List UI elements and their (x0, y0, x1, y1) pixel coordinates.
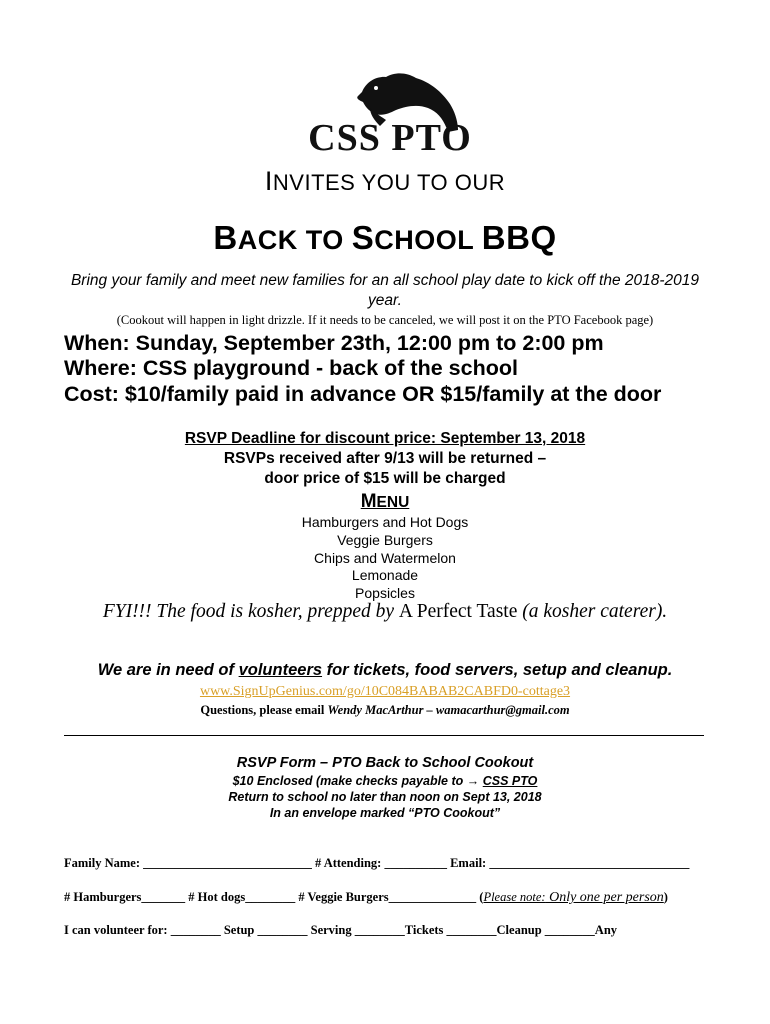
cookout-note: (Cookout will happen in light drizzle. If it needs to be canceled, we will post it on the PTO Facebook page) (116, 313, 654, 327)
food-end: ) (663, 890, 668, 904)
menu-item: Lemonade (351, 567, 419, 584)
menu-heading (0, 491, 770, 513)
section-divider (64, 735, 704, 736)
fyi-part1: FYI!!! The food is kosher, prepped by (102, 601, 399, 622)
title-word-to: TO (305, 225, 344, 255)
form-line-food (64, 890, 668, 906)
menu-initial: M (360, 491, 377, 512)
menu-heading-rest: ENU (376, 494, 410, 511)
form-envelope: In an envelope marked “PTO Cookout” (269, 806, 501, 820)
title-initial-s: S (351, 219, 375, 256)
please-note: Please note: (483, 890, 546, 904)
form-enclosed (0, 774, 770, 788)
form-title: RSVP Form – PTO Back to School Cookout (236, 755, 534, 771)
questions-line (0, 703, 770, 718)
intro-text: Bring your family and meet new families for an all school play date to kick off the 2018-2019 year. (70, 272, 700, 309)
fyi-part2: (a kosher caterer). (517, 601, 668, 622)
caterer-name: A Perfect Taste (398, 601, 518, 622)
volunteer-word: volunteers (238, 661, 323, 679)
logo-text: CSS PTO (308, 117, 472, 159)
pto-logo (300, 68, 480, 163)
menu-item: Popsicles (355, 585, 415, 602)
event-cost: Cost: $10/family paid in advance OR $15/family at the door (64, 382, 662, 406)
menu-item: Hamburgers and Hot Dogs (301, 514, 469, 530)
menu-item: Veggie Burgers (337, 531, 433, 548)
title-word-school: CHOOL (374, 225, 474, 255)
payee-name: CSS PTO (482, 774, 538, 788)
questions-label: Questions, please email (200, 703, 328, 717)
event-where: Where: CSS playground - back of the school (64, 356, 518, 380)
title-initial-b: B (213, 219, 238, 256)
contact-email: Wendy MacArthur – wamacarthur@gmail.com (327, 703, 570, 717)
title-word-back: ACK (237, 225, 298, 255)
event-when: When: Sunday, September 23th, 12:00 pm to 2:00 pm (64, 331, 604, 355)
volunteer-after: for tickets, food servers, setup and cleanup. (322, 661, 673, 679)
menu-item: Chips and Watermelon (314, 549, 456, 566)
form-return-by: Return to school no later than noon on Sept 13, 2018 (228, 790, 542, 804)
form-line-family: Family Name: ___________________________ # Attending: __________ Email: ________________________________ (64, 856, 690, 870)
fyi-note (0, 601, 770, 623)
signup-link[interactable]: www.SignUpGenius.com/go/10C084BABAB2CABFD0-cottage3 (199, 684, 571, 699)
volunteer-request (0, 661, 770, 680)
volunteer-before: We are in need of (97, 661, 239, 679)
one-per-person: Only one per person (545, 890, 664, 905)
enclosed-text: $10 Enclosed (make checks payable to → (232, 774, 483, 788)
invites-rest: NVITES YOU TO OUR (272, 170, 506, 195)
event-title (0, 219, 770, 257)
invites-initial: I (264, 166, 273, 196)
rsvp-door-price: door price of $15 will be charged (264, 470, 506, 487)
rsvp-deadline: RSVP Deadline for discount price: September 13, 2018 (184, 430, 586, 447)
food-counts: # Hamburgers_______ # Hot dogs________ # Veggie Burgers______________ ( (64, 890, 484, 904)
menu-list (0, 514, 770, 603)
rsvp-after: RSVPs received after 9/13 will be returned – (223, 450, 547, 467)
invites-heading (0, 166, 770, 197)
title-word-bbq: BBQ (481, 219, 557, 256)
form-line-volunteer: I can volunteer for: ________ Setup ________ Serving ________Tickets ________Cleanup ________Any (64, 923, 618, 937)
